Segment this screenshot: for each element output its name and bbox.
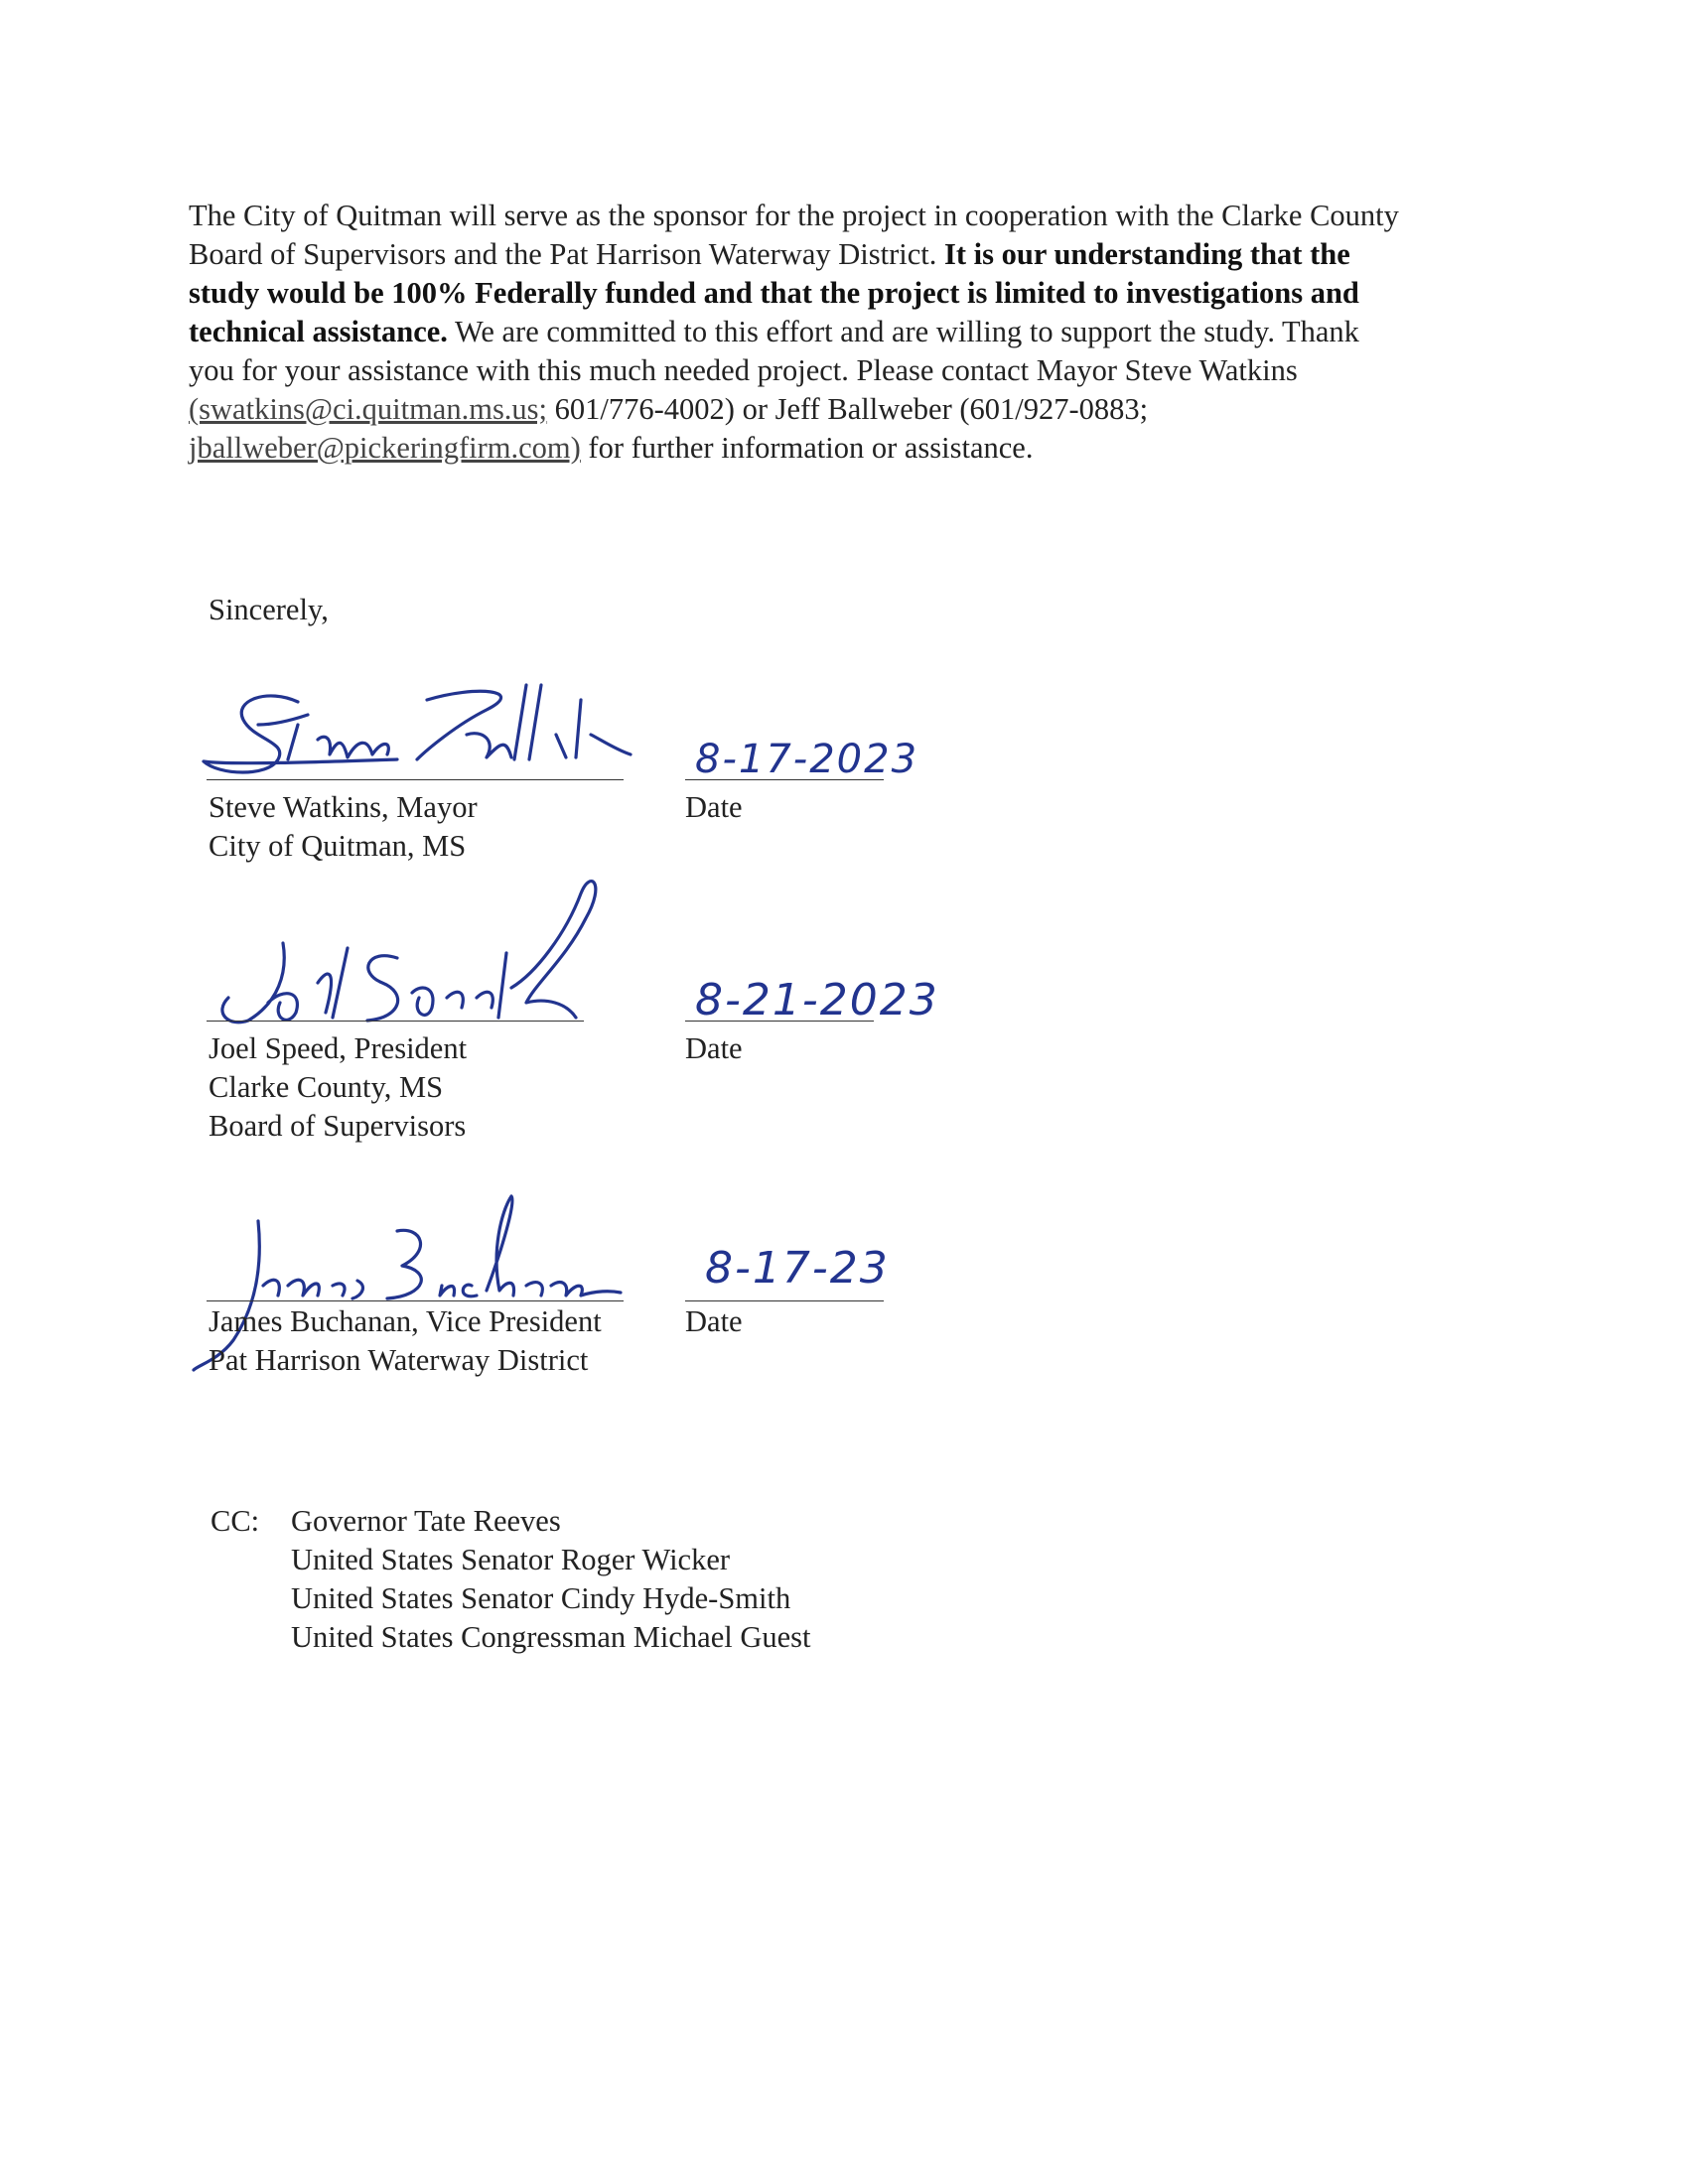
- signature-joel-speed: [209, 874, 635, 1032]
- date-label: Date: [685, 1304, 743, 1338]
- body-line: [189, 390, 1470, 429]
- cc-label: CC:: [211, 1504, 260, 1538]
- signature-line: [207, 1300, 624, 1301]
- body-line: [189, 429, 1470, 468]
- body-text: The City of Quitman will serve as the sponsor for the project in cooperation with the Clarke County: [189, 199, 1399, 232]
- body-bold-text: study would be 100% Federally funded and that the project is limited to investigations and: [189, 276, 1359, 310]
- body-text: 601/776-4002) or Jeff Ballweber (601/927-0883;: [547, 392, 1149, 426]
- email-link-swatkins[interactable]: (swatkins@ci.quitman.ms.us;: [189, 392, 548, 426]
- signatory-organization: Board of Supervisors: [209, 1109, 467, 1143]
- body-line: [189, 197, 1470, 235]
- signature-line: [207, 779, 624, 780]
- cc-recipient: United States Congressman Michael Guest: [291, 1620, 811, 1654]
- signatory-name-title: Joel Speed, President: [209, 1031, 468, 1065]
- body-text: you for your assistance with this much needed project. Please contact Mayor Steve Watkins: [189, 353, 1298, 387]
- body-line: [189, 313, 1470, 351]
- body-line: [189, 274, 1470, 313]
- body-bold-text: technical assistance.: [189, 315, 448, 348]
- cc-recipient: Governor Tate Reeves: [291, 1504, 561, 1538]
- signatory-organization: City of Quitman, MS: [209, 829, 467, 863]
- date-line: [685, 1300, 884, 1301]
- email-link-jballweber[interactable]: jballweber@pickeringfirm.com): [189, 431, 581, 465]
- body-text: Board of Supervisors and the Pat Harrison Waterway District.: [189, 237, 945, 271]
- body-line: [189, 351, 1470, 390]
- cc-recipient: United States Senator Cindy Hyde-Smith: [291, 1581, 791, 1615]
- cc-recipient: United States Senator Roger Wicker: [291, 1543, 731, 1576]
- body-text: for further information or assistance.: [580, 431, 1034, 465]
- handwritten-date: 8-21-2023: [695, 975, 939, 1025]
- signatory-organization: Clarke County, MS: [209, 1070, 444, 1104]
- handwritten-date: 8-17-23: [705, 1243, 890, 1294]
- body-text: We are committed to this effort and are willing to support the study. Thank: [447, 315, 1359, 348]
- date-label: Date: [685, 790, 743, 824]
- signatory-organization: Pat Harrison Waterway District: [209, 1343, 589, 1377]
- date-label: Date: [685, 1031, 743, 1065]
- handwritten-date: 8-17-2023: [695, 737, 919, 782]
- signatory-name-title: Steve Watkins, Mayor: [209, 790, 478, 824]
- signatory-name-title: James Buchanan, Vice President: [209, 1304, 602, 1338]
- date-line: [685, 779, 884, 780]
- signature-line: [207, 1021, 584, 1022]
- signature-steve-watkins: [199, 680, 635, 789]
- body-paragraph: [189, 197, 1470, 468]
- body-bold-text: It is our understanding that the: [944, 237, 1350, 271]
- date-line: [685, 1021, 874, 1022]
- closing-text: Sincerely,: [209, 593, 329, 626]
- body-line: [189, 235, 1470, 274]
